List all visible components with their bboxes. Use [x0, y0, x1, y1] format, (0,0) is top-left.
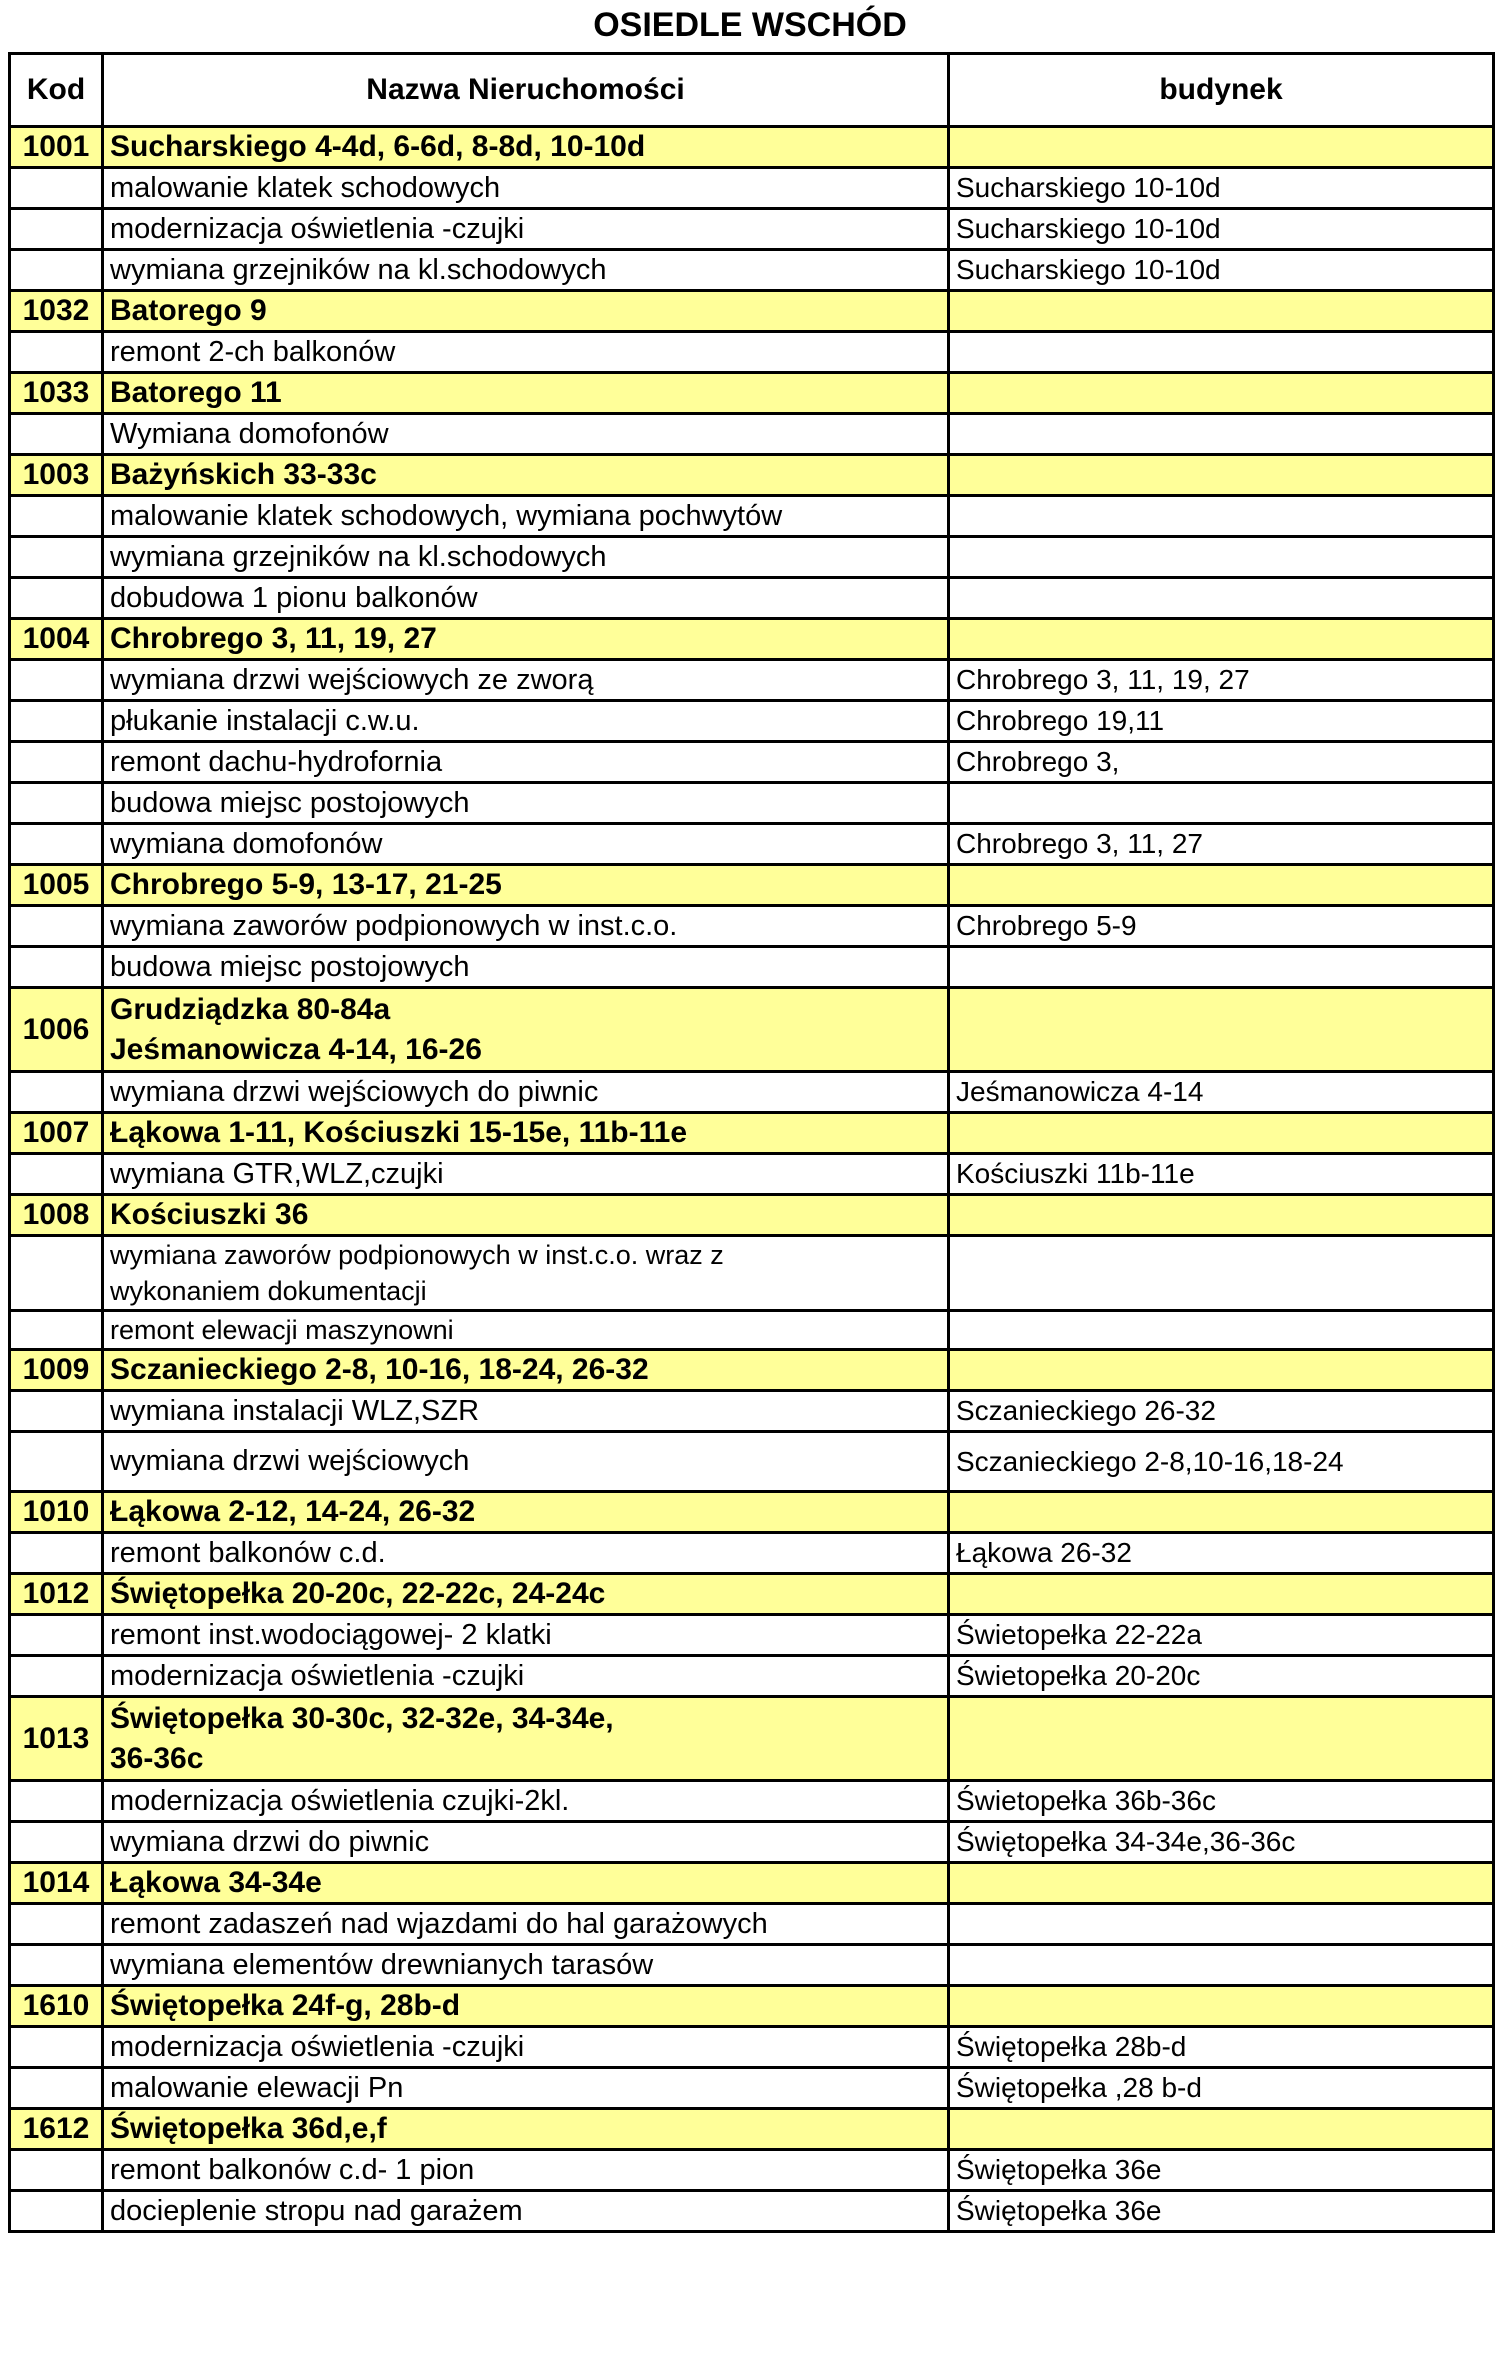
group-row: [10, 1697, 1494, 1781]
item-building: [949, 414, 1494, 455]
group-code: 1612: [10, 2109, 103, 2150]
item-code: [10, 1311, 103, 1350]
group-name-line: Sucharskiego 4-4d, 6-6d, 8-8d, 10-10d: [110, 130, 646, 163]
group-code: 1001: [10, 127, 103, 168]
item-name: [103, 1432, 949, 1492]
group-code: 1013: [10, 1697, 103, 1781]
page-title: OSIEDLE WSCHÓD: [593, 6, 907, 44]
item-code: [10, 1781, 103, 1822]
item-code: [10, 1533, 103, 1574]
item-name: [103, 1945, 949, 1986]
item-row: [10, 947, 1494, 988]
item-name-line: budowa miejsc postojowych: [110, 786, 470, 819]
item-name-line: budowa miejsc postojowych: [110, 950, 470, 983]
item-building: [949, 1904, 1494, 1945]
group-name-line: Bażyńskich 33-33c: [110, 458, 377, 491]
item-building: Świętopełka 36e: [949, 2191, 1494, 2232]
item-name-line: wymiana grzejników na kl.schodowych: [110, 540, 607, 573]
group-name-line: Chrobrego 3, 11, 19, 27: [110, 622, 437, 655]
property-table: [8, 52, 1495, 2233]
item-row: [10, 2191, 1494, 2232]
item-code: [10, 1432, 103, 1492]
group-name: [103, 1863, 949, 1904]
table-header-row: [10, 54, 1494, 127]
item-name: [103, 1072, 949, 1113]
item-row: [10, 783, 1494, 824]
item-code: [10, 1904, 103, 1945]
group-name: [103, 1574, 949, 1615]
group-row: [10, 1492, 1494, 1533]
item-code: [10, 2027, 103, 2068]
item-name: [103, 1311, 949, 1350]
group-name: [103, 619, 949, 660]
group-code: 1004: [10, 619, 103, 660]
item-code: [10, 660, 103, 701]
item-name: [103, 1615, 949, 1656]
item-name-line: malowanie klatek schodowych, wymiana pochwytów: [110, 499, 783, 532]
item-row: [10, 1391, 1494, 1432]
item-name: [103, 250, 949, 291]
item-code: [10, 824, 103, 865]
group-code: 1007: [10, 1113, 103, 1154]
item-building: Chrobrego 3, 11, 19, 27: [949, 660, 1494, 701]
item-name: [103, 947, 949, 988]
item-code: [10, 1822, 103, 1863]
item-row: [10, 332, 1494, 373]
group-building: [949, 1350, 1494, 1391]
group-building: [949, 1863, 1494, 1904]
item-name-line: remont elewacji maszynowni: [110, 1315, 454, 1345]
item-code: [10, 1236, 103, 1311]
item-name-line: wymiana drzwi do piwnic: [110, 1825, 430, 1858]
group-code: 1012: [10, 1574, 103, 1615]
group-name: [103, 127, 949, 168]
group-code: 1008: [10, 1195, 103, 1236]
item-name-line: wymiana drzwi wejściowych: [110, 1445, 470, 1477]
item-name: [103, 332, 949, 373]
item-row: [10, 1615, 1494, 1656]
item-name: [103, 906, 949, 947]
item-name: [103, 1154, 949, 1195]
item-name-line: remont 2-ch balkonów: [110, 335, 396, 368]
group-name-line: Łąkowa 1-11, Kościuszki 15-15e, 11b-11e: [110, 1116, 688, 1149]
item-building: Świetopełka 36b-36c: [949, 1781, 1494, 1822]
item-building: Chrobrego 3, 11, 27: [949, 824, 1494, 865]
group-name: [103, 865, 949, 906]
item-row: [10, 1656, 1494, 1697]
header-kod: Kod: [10, 54, 103, 127]
group-name: [103, 1697, 949, 1781]
item-name-line: remont zadaszeń nad wjazdami do hal garażowych: [110, 1907, 768, 1940]
item-name: [103, 660, 949, 701]
item-code: [10, 701, 103, 742]
item-building: Świętopełka 36e: [949, 2150, 1494, 2191]
item-building: [949, 783, 1494, 824]
group-building: [949, 1574, 1494, 1615]
item-building: [949, 1236, 1494, 1311]
item-row: [10, 1072, 1494, 1113]
group-name-line: Batorego 9: [110, 294, 267, 327]
item-code: [10, 906, 103, 947]
item-row: [10, 1904, 1494, 1945]
item-building: [949, 947, 1494, 988]
group-building: [949, 1492, 1494, 1533]
item-row: [10, 578, 1494, 619]
item-code: [10, 250, 103, 291]
group-name-line: 36-36c: [110, 1741, 204, 1775]
group-name: [103, 988, 949, 1072]
header-name: Nazwa Nieruchomości: [103, 54, 949, 127]
group-building: [949, 619, 1494, 660]
item-row: [10, 742, 1494, 783]
item-building: Łąkowa 26-32: [949, 1533, 1494, 1574]
item-row: [10, 1945, 1494, 1986]
group-building: [949, 2109, 1494, 2150]
group-row: [10, 988, 1494, 1072]
item-row: [10, 824, 1494, 865]
group-building: [949, 865, 1494, 906]
item-name-line: malowanie elewacji Pn: [110, 2071, 404, 2104]
item-row: [10, 1154, 1494, 1195]
item-name: [103, 1822, 949, 1863]
group-name: [103, 1986, 949, 2027]
group-name: [103, 2109, 949, 2150]
item-row: [10, 209, 1494, 250]
group-code: 1033: [10, 373, 103, 414]
item-code: [10, 1154, 103, 1195]
item-name: [103, 783, 949, 824]
item-code: [10, 168, 103, 209]
header-building: budynek: [949, 54, 1494, 127]
group-row: [10, 1195, 1494, 1236]
item-row: [10, 2150, 1494, 2191]
item-code: [10, 742, 103, 783]
item-code: [10, 1072, 103, 1113]
group-name-line: Grudziądzka 80-84a: [110, 992, 391, 1026]
group-building: [949, 1195, 1494, 1236]
item-name-line: modernizacja oświetlenia -czujki: [110, 212, 525, 245]
group-name-line: Łąkowa 34-34e: [110, 1866, 322, 1899]
item-name: [103, 168, 949, 209]
item-name-line: Wymiana domofonów: [110, 417, 389, 450]
item-code: [10, 578, 103, 619]
group-building: [949, 1697, 1494, 1781]
item-row: [10, 1533, 1494, 1574]
group-building: [949, 455, 1494, 496]
group-name-line: Batorego 11: [110, 376, 282, 409]
item-row: [10, 414, 1494, 455]
group-name: [103, 455, 949, 496]
item-row: [10, 1781, 1494, 1822]
item-building: Chrobrego 5-9: [949, 906, 1494, 947]
item-name: [103, 1533, 949, 1574]
item-name: [103, 1236, 949, 1311]
item-building: Chrobrego 19,11: [949, 701, 1494, 742]
item-building: Sczanieckiego 26-32: [949, 1391, 1494, 1432]
group-name-line: Świętopełka 24f-g, 28b-d: [110, 1989, 461, 2022]
item-row: [10, 1236, 1494, 1311]
item-name: [103, 2191, 949, 2232]
item-name: [103, 824, 949, 865]
item-name: [103, 1656, 949, 1697]
item-code: [10, 414, 103, 455]
item-building: Świętopełka 28b-d: [949, 2027, 1494, 2068]
item-name-line: remont balkonów c.d.: [110, 1536, 386, 1569]
group-row: [10, 1113, 1494, 1154]
item-building: Sczanieckiego 2-8,10-16,18-24: [949, 1432, 1494, 1492]
item-code: [10, 537, 103, 578]
group-name: [103, 291, 949, 332]
item-name: [103, 2068, 949, 2109]
group-row: [10, 291, 1494, 332]
group-name-line: Jeśmanowicza 4-14, 16-26: [110, 1032, 482, 1066]
item-row: [10, 1432, 1494, 1492]
item-building: [949, 537, 1494, 578]
item-building: Świętopełka 34-34e,36-36c: [949, 1822, 1494, 1863]
item-code: [10, 2150, 103, 2191]
item-row: [10, 906, 1494, 947]
item-building: Świętopełka ,28 b-d: [949, 2068, 1494, 2109]
item-building: Świetopełka 20-20c: [949, 1656, 1494, 1697]
item-name-line: remont inst.wodociągowej- 2 klatki: [110, 1618, 552, 1651]
item-code: [10, 2068, 103, 2109]
group-name: [103, 1113, 949, 1154]
item-name: [103, 2150, 949, 2191]
item-building: Sucharskiego 10-10d: [949, 168, 1494, 209]
item-name: [103, 578, 949, 619]
item-code: [10, 1615, 103, 1656]
group-row: [10, 127, 1494, 168]
group-building: [949, 127, 1494, 168]
item-code: [10, 947, 103, 988]
group-building: [949, 988, 1494, 1072]
item-code: [10, 1391, 103, 1432]
item-building: Jeśmanowicza 4-14: [949, 1072, 1494, 1113]
group-code: 1610: [10, 1986, 103, 2027]
item-building: [949, 578, 1494, 619]
item-name: [103, 742, 949, 783]
item-row: [10, 1311, 1494, 1350]
item-building: [949, 1311, 1494, 1350]
item-name-line: remont balkonów c.d- 1 pion: [110, 2153, 475, 2186]
group-row: [10, 2109, 1494, 2150]
group-code: 1032: [10, 291, 103, 332]
item-name-line: remont dachu-hydrofornia: [110, 745, 443, 778]
item-building: Sucharskiego 10-10d: [949, 250, 1494, 291]
table-body: [10, 127, 1494, 2232]
item-name-line: wymiana zaworów podpionowych w inst.c.o.: [110, 909, 678, 942]
item-name-line: płukanie instalacji c.w.u.: [110, 704, 420, 737]
item-name-line: wykonaniem dokumentacji: [110, 1276, 427, 1306]
item-row: [10, 168, 1494, 209]
group-name: [103, 373, 949, 414]
item-name-line: malowanie klatek schodowych: [110, 171, 501, 204]
item-name-line: modernizacja oświetlenia czujki-2kl.: [110, 1784, 570, 1817]
item-name-line: wymiana grzejników na kl.schodowych: [110, 253, 607, 286]
group-name-line: Chrobrego 5-9, 13-17, 21-25: [110, 868, 502, 901]
item-building: Kościuszki 11b-11e: [949, 1154, 1494, 1195]
item-name: [103, 537, 949, 578]
item-name-line: wymiana instalacji WLZ,SZR: [110, 1394, 480, 1427]
item-row: [10, 660, 1494, 701]
group-building: [949, 1113, 1494, 1154]
item-code: [10, 332, 103, 373]
item-name: [103, 1781, 949, 1822]
group-code: 1006: [10, 988, 103, 1072]
group-name: [103, 1492, 949, 1533]
group-name-line: Świętopełka 20-20c, 22-22c, 24-24c: [110, 1577, 606, 1610]
item-name-line: wymiana domofonów: [110, 827, 383, 860]
group-code: 1014: [10, 1863, 103, 1904]
group-row: [10, 1574, 1494, 1615]
item-name-line: wymiana drzwi wejściowych do piwnic: [110, 1075, 599, 1108]
item-row: [10, 250, 1494, 291]
group-code: 1010: [10, 1492, 103, 1533]
item-name: [103, 496, 949, 537]
group-building: [949, 373, 1494, 414]
group-row: [10, 619, 1494, 660]
item-row: [10, 2068, 1494, 2109]
group-row: [10, 865, 1494, 906]
item-row: [10, 1822, 1494, 1863]
item-name: [103, 209, 949, 250]
item-name-line: docieplenie stropu nad garażem: [110, 2194, 523, 2227]
item-name: [103, 414, 949, 455]
group-building: [949, 1986, 1494, 2027]
item-name: [103, 2027, 949, 2068]
item-name-line: wymiana drzwi wejściowych ze zworą: [110, 663, 594, 696]
item-name: [103, 1904, 949, 1945]
group-row: [10, 455, 1494, 496]
group-name-line: Świętopełka 30-30c, 32-32e, 34-34e,: [110, 1701, 614, 1735]
item-code: [10, 209, 103, 250]
group-code: 1003: [10, 455, 103, 496]
item-code: [10, 783, 103, 824]
item-building: Sucharskiego 10-10d: [949, 209, 1494, 250]
item-name: [103, 701, 949, 742]
group-name-line: Sczanieckiego 2-8, 10-16, 18-24, 26-32: [110, 1353, 649, 1386]
item-name: [103, 1391, 949, 1432]
group-name-line: Kościuszki 36: [110, 1198, 309, 1231]
item-code: [10, 1656, 103, 1697]
item-name-line: wymiana elementów drewnianych tarasów: [110, 1948, 654, 1981]
group-name-line: Świętopełka 36d,e,f: [110, 2112, 387, 2145]
group-row: [10, 1863, 1494, 1904]
item-name-line: modernizacja oświetlenia -czujki: [110, 1659, 525, 1692]
item-name-line: modernizacja oświetlenia -czujki: [110, 2030, 525, 2063]
group-building: [949, 291, 1494, 332]
item-building: [949, 332, 1494, 373]
item-row: [10, 701, 1494, 742]
item-row: [10, 2027, 1494, 2068]
item-building: Chrobrego 3,: [949, 742, 1494, 783]
group-row: [10, 1350, 1494, 1391]
group-name-line: Łąkowa 2-12, 14-24, 26-32: [110, 1495, 476, 1528]
item-name-line: wymiana zaworów podpionowych w inst.c.o. wraz z: [110, 1240, 724, 1270]
group-row: [10, 1986, 1494, 2027]
item-code: [10, 1945, 103, 1986]
item-name-line: dobudowa 1 pionu balkonów: [110, 581, 478, 614]
group-name: [103, 1195, 949, 1236]
item-building: Świetopełka 22-22a: [949, 1615, 1494, 1656]
item-code: [10, 496, 103, 537]
item-name-line: wymiana GTR,WLZ,czujki: [110, 1157, 444, 1190]
group-name: [103, 1350, 949, 1391]
item-row: [10, 496, 1494, 537]
item-row: [10, 537, 1494, 578]
group-row: [10, 373, 1494, 414]
item-building: [949, 1945, 1494, 1986]
group-code: 1005: [10, 865, 103, 906]
item-building: [949, 496, 1494, 537]
group-code: 1009: [10, 1350, 103, 1391]
item-code: [10, 2191, 103, 2232]
